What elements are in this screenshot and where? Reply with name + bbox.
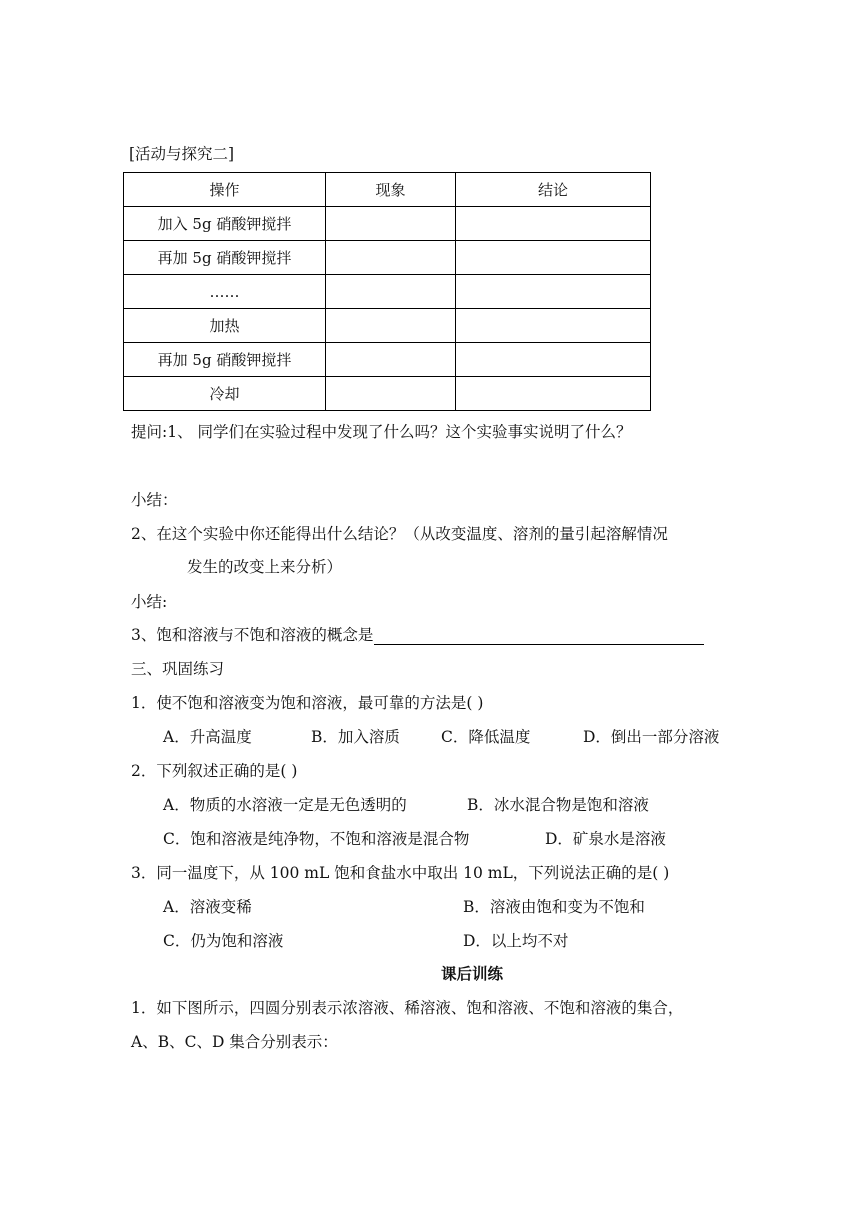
cell-operation: 再加 5g 硝酸钾搅拌 [124,343,326,377]
exercise-3-stem: 3．同一温度下，从 100 mL 饱和食盐水中取出 10 mL，下列说法正确的是( ) [131,864,670,882]
cell-operation: 加入 5g 硝酸钾搅拌 [124,207,326,241]
experiment-table [123,172,651,411]
exercise-3-option-a: A．溶液变稀 [163,898,252,916]
after-class-title: 课后训练 [441,964,504,983]
exercise-2-option-b: B．冰水混合物是饱和溶液 [467,796,649,814]
exercise-2-option-a: A．物质的水溶液一定是无色透明的 [163,796,407,814]
header-conclusion: 结论 [456,173,651,207]
table-row [124,377,651,411]
section-title-consolidation: 三、巩固练习 [131,660,225,678]
cell-phenomenon [326,309,456,343]
table-row [124,309,651,343]
exercise-1-option-a: A．升高温度 [163,728,252,746]
exercise-1-option-d: D．倒出一部分溶液 [583,728,720,746]
exercise-1-option-c: C．降低温度 [441,728,531,746]
table-row [124,343,651,377]
cell-operation: …… [124,275,326,309]
answer-blank [374,628,704,645]
exercise-2-option-d: D．矿泉水是溶液 [545,830,666,848]
table-row [124,207,651,241]
cell-conclusion [456,275,651,309]
header-operation: 操作 [124,173,326,207]
after-question-1-line-2: A、B、C、D 集合分别表示： [131,1033,338,1051]
cell-operation: 加热 [124,309,326,343]
cell-conclusion [456,207,651,241]
question-2-line-1: 2、在这个实验中你还能得出什么结论？（从改变温度、溶剂的量引起溶解情况 [131,525,668,543]
exercise-3-option-b: B．溶液由饱和变为不饱和 [463,898,645,916]
cell-phenomenon [326,377,456,411]
question-3-text: 3、饱和溶液与不饱和溶液的概念是 [131,626,374,644]
cell-phenomenon [326,241,456,275]
header-phenomenon: 现象 [326,173,456,207]
exercise-2-stem: 2．下列叙述正确的是( ) [131,762,298,780]
cell-conclusion [456,377,651,411]
cell-operation: 冷却 [124,377,326,411]
question-1: 提问:1、 同学们在实验过程中发现了什么吗？这个实验事实说明了什么？ [131,423,632,441]
question-3 [131,625,704,645]
table-row [124,275,651,309]
exercise-3-option-c: C．仍为饱和溶液 [163,932,284,950]
summary-1: 小结： [131,491,178,509]
cell-operation: 再加 5g 硝酸钾搅拌 [124,241,326,275]
cell-conclusion [456,241,651,275]
cell-conclusion [456,309,651,343]
cell-phenomenon [326,343,456,377]
summary-2: 小结: [131,593,168,611]
after-question-1-line-1: 1．如下图所示，四圆分别表示浓溶液、稀溶液、饱和溶液、不饱和溶液的集合， [131,999,684,1017]
exercise-1-stem: 1．使不饱和溶液变为饱和溶液，最可靠的方法是( ) [131,694,484,712]
exercise-3-option-d: D．以上均不对 [463,932,569,950]
exercise-2-option-c: C．饱和溶液是纯净物，不饱和溶液是混合物 [163,830,470,848]
cell-phenomenon [326,275,456,309]
table-header-row [124,173,651,207]
table-row [124,241,651,275]
exercise-1-option-b: B．加入溶质 [311,728,400,746]
cell-phenomenon [326,207,456,241]
activity-title: [活动与探究二] [129,145,235,163]
cell-conclusion [456,343,651,377]
question-2-line-2: 发生的改变上来分析） [187,558,343,576]
